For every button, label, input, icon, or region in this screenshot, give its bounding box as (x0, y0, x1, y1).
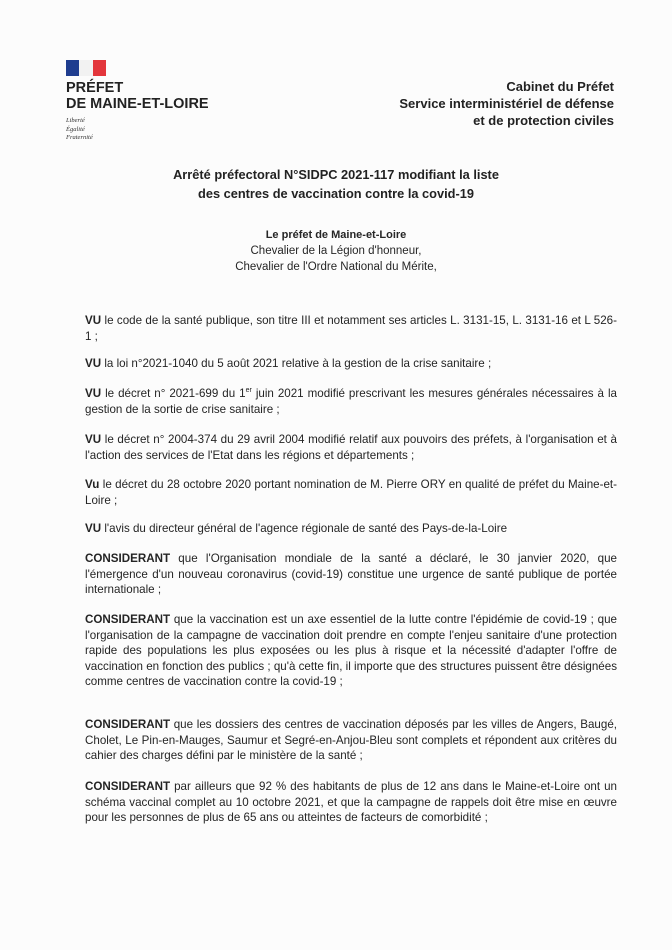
decree-title-line-2: des centres de vaccination contre la covid-19 (198, 186, 474, 201)
paragraph-lead: VU (85, 314, 102, 327)
authority-name: Le préfet de Maine-et-Loire (265, 229, 407, 241)
authority-honor-1: Chevalier de la Légion d'honneur, (250, 245, 422, 257)
cabinet-line-1: Cabinet du Préfet (506, 79, 614, 94)
considerant-paragraph (85, 612, 617, 690)
paragraph-text: le décret n° 2004-374 du 29 avril 2004 modifié relatif aux pouvoirs des préfets, à l'organisation et à l'action des services de l'Etat dans les régions et départements ; (85, 433, 617, 462)
considerant-paragraph (85, 717, 617, 764)
flag-red-stripe (93, 60, 106, 76)
paragraph-text: que l'Organisation mondiale de la santé a déclaré, le 30 janvier 2020, que l'émergence d'un nouveau coronavirus (covid-19) constitue une urgence de santé publique de portée internationale ; (85, 552, 617, 597)
prefet-line-2: DE MAINE-ET-LOIRE (66, 96, 209, 112)
visa-paragraph (85, 356, 617, 372)
prefecture-name (66, 80, 246, 112)
republic-motto (66, 117, 93, 143)
french-flag-logo (66, 60, 106, 76)
visa-paragraph (85, 313, 617, 344)
visa-paragraph (85, 432, 617, 463)
visa-paragraph (85, 521, 617, 537)
paragraph-text: juin 2021 modifié prescrivant les mesures générales nécessaires à la gestion de la sortie de crise sanitaire ; (85, 387, 617, 416)
paragraph-text: par ailleurs que 92 % des habitants de plus de 12 ans dans le Maine-et-Loire ont un schéma vaccinal complet au 10 octobre 2021, et que la campagne de rappels doit être mise en œuvre pour les personnes de plus de 65 ans ou atteintes de facteurs de comorbidité ; (85, 780, 617, 825)
signing-authority (0, 227, 672, 275)
paragraph-text: le décret n° 2021-699 du 1 (101, 387, 246, 400)
superscript-er: er (245, 387, 252, 395)
visa-paragraph (85, 386, 617, 417)
paragraph-lead: VU (85, 387, 102, 400)
flag-white-stripe (79, 60, 92, 76)
motto-egalite: Égalité (66, 125, 85, 133)
paragraph-lead: Vu (85, 478, 100, 491)
paragraph-text: que les dossiers des centres de vaccination déposés par les villes de Angers, Baugé, Cholet, Le Pin-en-Mauges, Saumur et Segré-en-Anjou-Bleu sont complets et répondent aux critères du cahier des charges défini par le ministère de la santé ; (85, 718, 617, 763)
paragraph-lead: VU (85, 357, 102, 370)
decree-title (0, 165, 672, 203)
cabinet-line-2: Service interministériel de défense (399, 96, 614, 111)
cabinet-line-3: et de protection civiles (473, 113, 614, 128)
issuing-service (399, 78, 614, 129)
prefet-line-1: PRÉFET (66, 80, 124, 96)
motto-fraternite: Fraternité (66, 134, 93, 141)
motto-liberte: Liberté (66, 117, 85, 124)
paragraph-text: la loi n°2021-1040 du 5 août 2021 relative à la gestion de la crise sanitaire ; (101, 357, 492, 370)
paragraph-lead: VU (85, 522, 102, 535)
paragraph-lead: CONSIDERANT (85, 718, 171, 731)
authority-honor-2: Chevalier de l'Ordre National du Mérite, (235, 261, 437, 273)
paragraph-text: le décret du 28 octobre 2020 portant nomination de M. Pierre ORY en qualité de préfet du Maine-et-Loire ; (85, 478, 617, 507)
flag-blue-stripe (66, 60, 79, 76)
paragraph-text: le code de la santé publique, son titre III et notamment ses articles L. 3131-15, L. 3131-16 et L 526-1 ; (85, 314, 617, 343)
paragraph-text: l'avis du directeur général de l'agence régionale de santé des Pays-de-la-Loire (101, 522, 508, 535)
considerant-paragraph (85, 551, 617, 598)
decree-title-line-1: Arrêté préfectoral N°SIDPC 2021-117 modifiant la liste (173, 167, 499, 182)
paragraph-text: que la vaccination est un axe essentiel de la lutte contre l'épidémie de covid-19 ; que l'organisation de la campagne de vaccination doit prendre en compte l'enjeu sanitaire d'une protection rapide des populations les plus exposées ou les plus à risque et la nécessité d'adapter l'offre de vaccination en fonction des publics ; qu'à cette fin, il importe que des structures puissent être désignées comme centres de vaccination contre la covid-19 ; (85, 613, 617, 689)
paragraph-lead: CONSIDERANT (85, 552, 171, 565)
paragraph-lead: CONSIDERANT (85, 780, 171, 793)
paragraph-lead: VU (85, 433, 102, 446)
visa-paragraph (85, 477, 617, 508)
paragraph-lead: CONSIDERANT (85, 613, 171, 626)
considerant-paragraph (85, 779, 617, 826)
